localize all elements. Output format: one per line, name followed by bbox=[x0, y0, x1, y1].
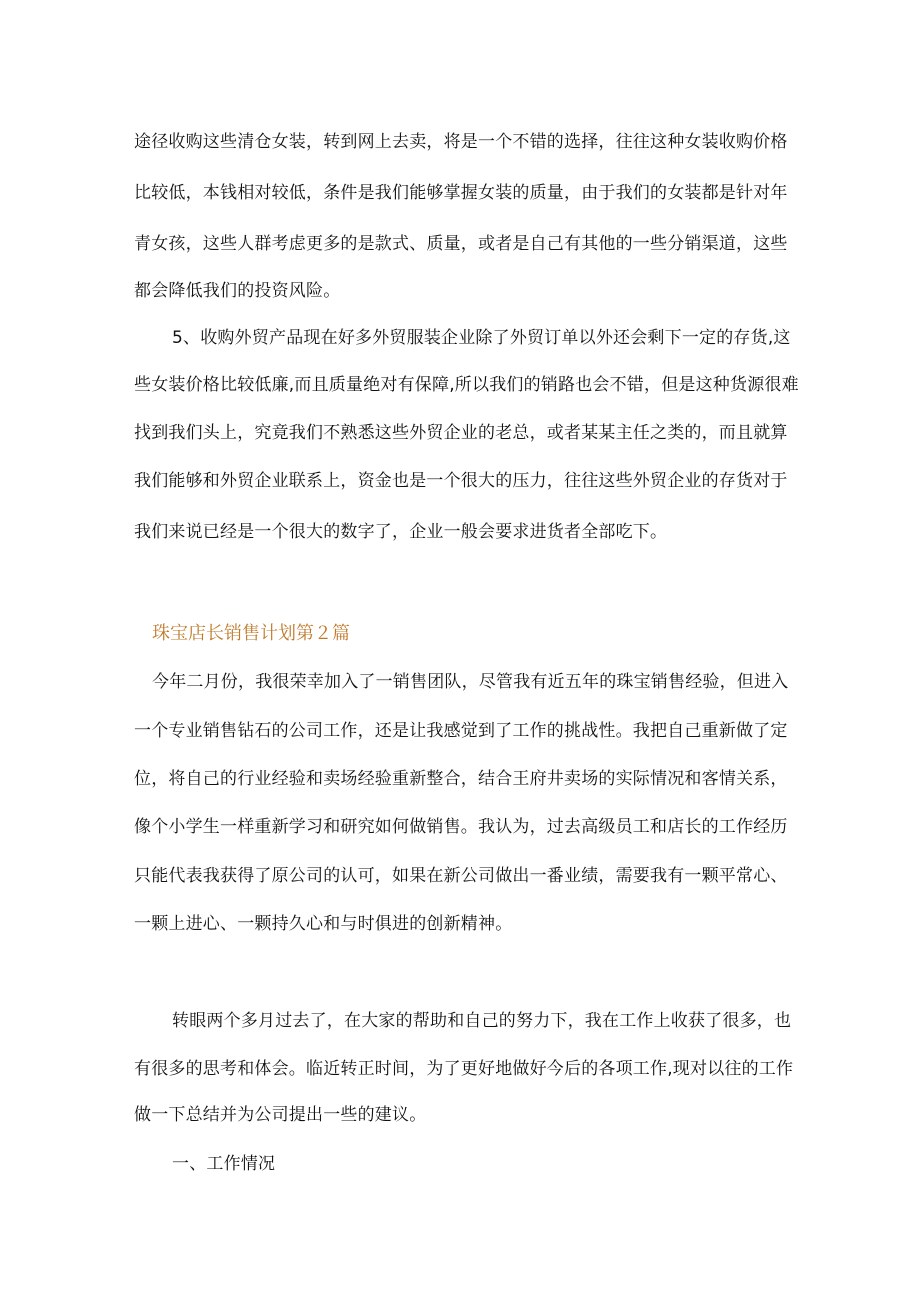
paragraph-2-line: 找到我们头上，究竟我们不熟悉这些外贸企业的老总，或者某某主任之类的，而且就算 bbox=[134, 423, 788, 443]
paragraph-3-line: 一个专业销售钻石的公司工作，还是让我感觉到了工作的挑战性。我把自己重新做了定 bbox=[134, 721, 788, 741]
paragraph-4-line: 有很多的思考和体会。临近转正时间，为了更好地做好今后的各项工作,现对以往的工作 bbox=[134, 1059, 794, 1079]
paragraph-1-line: 比较低，本钱相对较低，条件是我们能够掌握女装的质量，由于我们的女装都是针对年 bbox=[134, 183, 788, 203]
paragraph-1-line: 都会降低我们的投资风险。 bbox=[134, 281, 341, 301]
paragraph-4-line: 做一下总结并为公司提出一些的建议。 bbox=[134, 1105, 427, 1125]
paragraph-3-line: 像个小学生一样重新学习和研究如何做销售。我认为，过去高级员工和店长的工作经历 bbox=[134, 817, 788, 837]
paragraph-3-line: 一颗上进心、一颗持久心和与时俱进的创新精神。 bbox=[134, 914, 513, 934]
paragraph-2-line: 5、收购外贸产品现在好多外贸服装企业除了外贸订单以外还会剩下一定的存货,这 bbox=[172, 328, 791, 348]
paragraph-3-line: 今年二月份，我很荣幸加入了一销售团队，尽管我有近五年的珠宝销售经验，但进入 bbox=[152, 672, 789, 692]
paragraph-2-line: 我们来说已经是一个很大的数字了，企业一般会要求进货者全部吃下。 bbox=[134, 522, 668, 542]
paragraph-1-line: 青女孩，这些人群考虑更多的是款式、质量，或者是自己有其他的一些分销渠道，这些 bbox=[134, 234, 788, 254]
paragraph-2-line: 我们能够和外贸企业联系上，资金也是一个很大的压力，往往这些外贸企业的存货对于 bbox=[134, 471, 788, 491]
paragraph-3-line: 只能代表我获得了原公司的认可，如果在新公司做出一番业绩，需要我有一颗平常心、 bbox=[134, 866, 788, 886]
paragraph-3-line: 位，将自己的行业经验和卖场经验重新整合，结合王府井卖场的实际情况和客情关系， bbox=[134, 769, 788, 789]
section-subheading: 一、工作情况 bbox=[172, 1154, 276, 1174]
paragraph-1-line: 途径收购这些清仓女装，转到网上去卖，将是一个不错的选择，往往这种女装收购价格 bbox=[134, 132, 788, 152]
section-heading: 珠宝店长销售计划第２篇 bbox=[152, 623, 350, 644]
paragraph-4-line: 转眼两个多月过去了，在大家的帮助和自己的努力下，我在工作上收获了很多，也 bbox=[172, 1011, 792, 1031]
paragraph-2-line: 些女装价格比较低廉,而且质量绝对有保障,所以我们的销路也会不错，但是这种货源很难 bbox=[134, 375, 799, 395]
